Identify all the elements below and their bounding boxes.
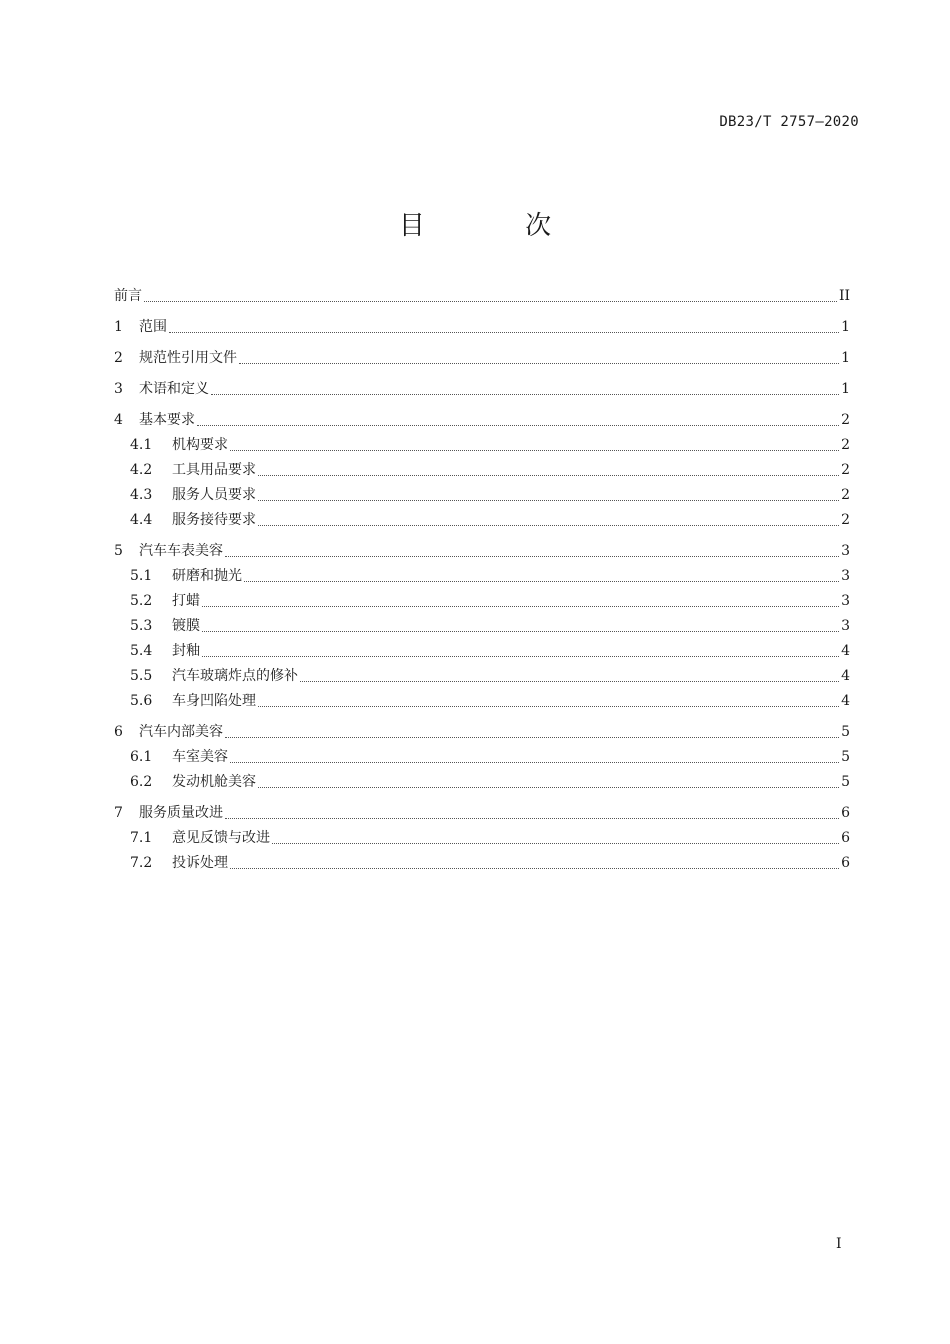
toc-entry-title: 镀膜 <box>172 618 200 634</box>
toc-entry-title: 服务人员要求 <box>172 487 256 503</box>
toc-entry-number: 7.1 <box>130 830 153 846</box>
toc-entry[interactable] <box>114 589 850 614</box>
page-number: I <box>836 1236 842 1252</box>
toc-entry-title: 范围 <box>139 319 167 335</box>
toc-dot-leader <box>225 818 839 819</box>
toc-dot-leader <box>258 525 839 526</box>
toc-entry-number: 4.4 <box>130 512 153 528</box>
toc-entry-title: 车身凹陷处理 <box>172 693 256 709</box>
toc-entry[interactable] <box>114 346 850 371</box>
toc-entry-title: 服务接待要求 <box>172 512 256 528</box>
toc-dot-leader <box>239 363 839 364</box>
toc-entry[interactable] <box>114 284 850 309</box>
toc-dot-leader <box>230 868 839 869</box>
toc-entry-title: 打蜡 <box>172 593 200 609</box>
toc-dot-leader <box>300 681 839 682</box>
toc-dot-leader <box>202 656 839 657</box>
toc-dot-leader <box>230 450 839 451</box>
toc-entry-page: 1 <box>841 319 850 335</box>
toc-entry-page: 3 <box>841 568 850 584</box>
toc-entry-number: 6.1 <box>130 749 153 765</box>
toc-entry[interactable] <box>114 564 850 589</box>
toc-entry-title: 汽车车表美容 <box>139 543 223 559</box>
toc-dot-leader <box>258 475 839 476</box>
toc-entry-number: 4.3 <box>130 487 153 503</box>
toc-entry-page: 1 <box>841 350 850 366</box>
toc-entry-number: 4 <box>114 412 123 428</box>
toc-dot-leader <box>258 706 839 707</box>
toc-entry[interactable] <box>114 408 850 433</box>
toc-entry-page: 2 <box>841 437 850 453</box>
toc-dot-leader <box>144 301 837 302</box>
toc-dot-leader <box>169 332 839 333</box>
toc-entry-title: 工具用品要求 <box>172 462 256 478</box>
toc-entry-page: 6 <box>841 830 850 846</box>
toc-entry-page: II <box>838 288 850 304</box>
toc-entry-page: 2 <box>841 487 850 503</box>
toc-entry[interactable] <box>114 508 850 533</box>
toc-entry[interactable] <box>114 826 850 851</box>
toc-entry[interactable] <box>114 851 850 876</box>
toc-entry-number: 2 <box>114 350 123 366</box>
toc-entry-number: 5.3 <box>130 618 153 634</box>
toc-entry-page: 6 <box>841 805 850 821</box>
toc-entry-number: 5.2 <box>130 593 153 609</box>
page-title: 目 次 <box>398 211 598 241</box>
toc-dot-leader <box>225 556 839 557</box>
toc-entry[interactable] <box>114 664 850 689</box>
toc-dot-leader <box>225 737 839 738</box>
toc-entry-page: 2 <box>841 462 850 478</box>
toc-entry-number: 5 <box>114 543 123 559</box>
toc-entry-page: 3 <box>841 618 850 634</box>
toc-entry-page: 4 <box>841 668 850 684</box>
toc-entry-title: 汽车内部美容 <box>139 724 223 740</box>
toc-entry[interactable] <box>114 315 850 340</box>
toc-entry-title: 发动机舱美容 <box>172 774 256 790</box>
toc-entry-page: 4 <box>841 643 850 659</box>
toc-entry-page: 6 <box>841 855 850 871</box>
toc-dot-leader <box>258 500 839 501</box>
toc-entry-title: 术语和定义 <box>139 381 209 397</box>
toc-entry[interactable] <box>114 639 850 664</box>
toc-entry-title: 规范性引用文件 <box>139 350 237 366</box>
toc-entry-number: 3 <box>114 381 123 397</box>
toc-entry-title: 研磨和抛光 <box>172 568 242 584</box>
toc-entry-page: 3 <box>841 543 850 559</box>
toc-entry[interactable] <box>114 614 850 639</box>
document-code: DB23/T 2757—2020 <box>719 114 859 130</box>
toc-entry-page: 1 <box>841 381 850 397</box>
toc-entry-title: 前言 <box>114 288 142 304</box>
toc-dot-leader <box>197 425 839 426</box>
toc-entry-number: 7.2 <box>130 855 153 871</box>
toc-entry-page: 2 <box>841 512 850 528</box>
toc-entry[interactable] <box>114 770 850 795</box>
toc-entry-title: 封釉 <box>172 643 200 659</box>
toc-dot-leader <box>211 394 839 395</box>
toc-entry-number: 4.1 <box>130 437 153 453</box>
toc-entry-number: 5.4 <box>130 643 153 659</box>
toc-entry-title: 车室美容 <box>172 749 228 765</box>
toc-entry-number: 5.6 <box>130 693 153 709</box>
toc-entry-title: 汽车玻璃炸点的修补 <box>172 668 298 684</box>
toc-dot-leader <box>272 843 839 844</box>
toc-entry-page: 2 <box>841 412 850 428</box>
toc-entry-page: 3 <box>841 593 850 609</box>
toc-entry-number: 6 <box>114 724 123 740</box>
toc-entry-number: 6.2 <box>130 774 153 790</box>
toc-entry-number: 5.5 <box>130 668 153 684</box>
toc-entry-page: 5 <box>841 724 850 740</box>
toc-entry[interactable] <box>114 720 850 745</box>
table-of-contents <box>114 284 850 876</box>
toc-dot-leader <box>258 787 839 788</box>
toc-entry[interactable] <box>114 745 850 770</box>
toc-entry[interactable] <box>114 801 850 826</box>
toc-entry-title: 基本要求 <box>139 412 195 428</box>
toc-entry-title: 投诉处理 <box>172 855 228 871</box>
toc-entry[interactable] <box>114 433 850 458</box>
toc-entry-number: 5.1 <box>130 568 153 584</box>
toc-entry-page: 4 <box>841 693 850 709</box>
toc-dot-leader <box>202 606 839 607</box>
toc-entry-title: 意见反馈与改进 <box>172 830 270 846</box>
toc-entry-page: 5 <box>841 749 850 765</box>
toc-entry[interactable] <box>114 377 850 402</box>
toc-entry[interactable] <box>114 483 850 508</box>
toc-dot-leader <box>244 581 839 582</box>
toc-entry[interactable] <box>114 458 850 483</box>
toc-entry-page: 5 <box>841 774 850 790</box>
toc-dot-leader <box>230 762 839 763</box>
toc-dot-leader <box>202 631 839 632</box>
toc-entry[interactable] <box>114 689 850 714</box>
toc-entry-number: 7 <box>114 805 123 821</box>
toc-entry[interactable] <box>114 539 850 564</box>
toc-entry-number: 4.2 <box>130 462 153 478</box>
toc-entry-number: 1 <box>114 319 123 335</box>
toc-entry-title: 机构要求 <box>172 437 228 453</box>
toc-entry-title: 服务质量改进 <box>139 805 223 821</box>
